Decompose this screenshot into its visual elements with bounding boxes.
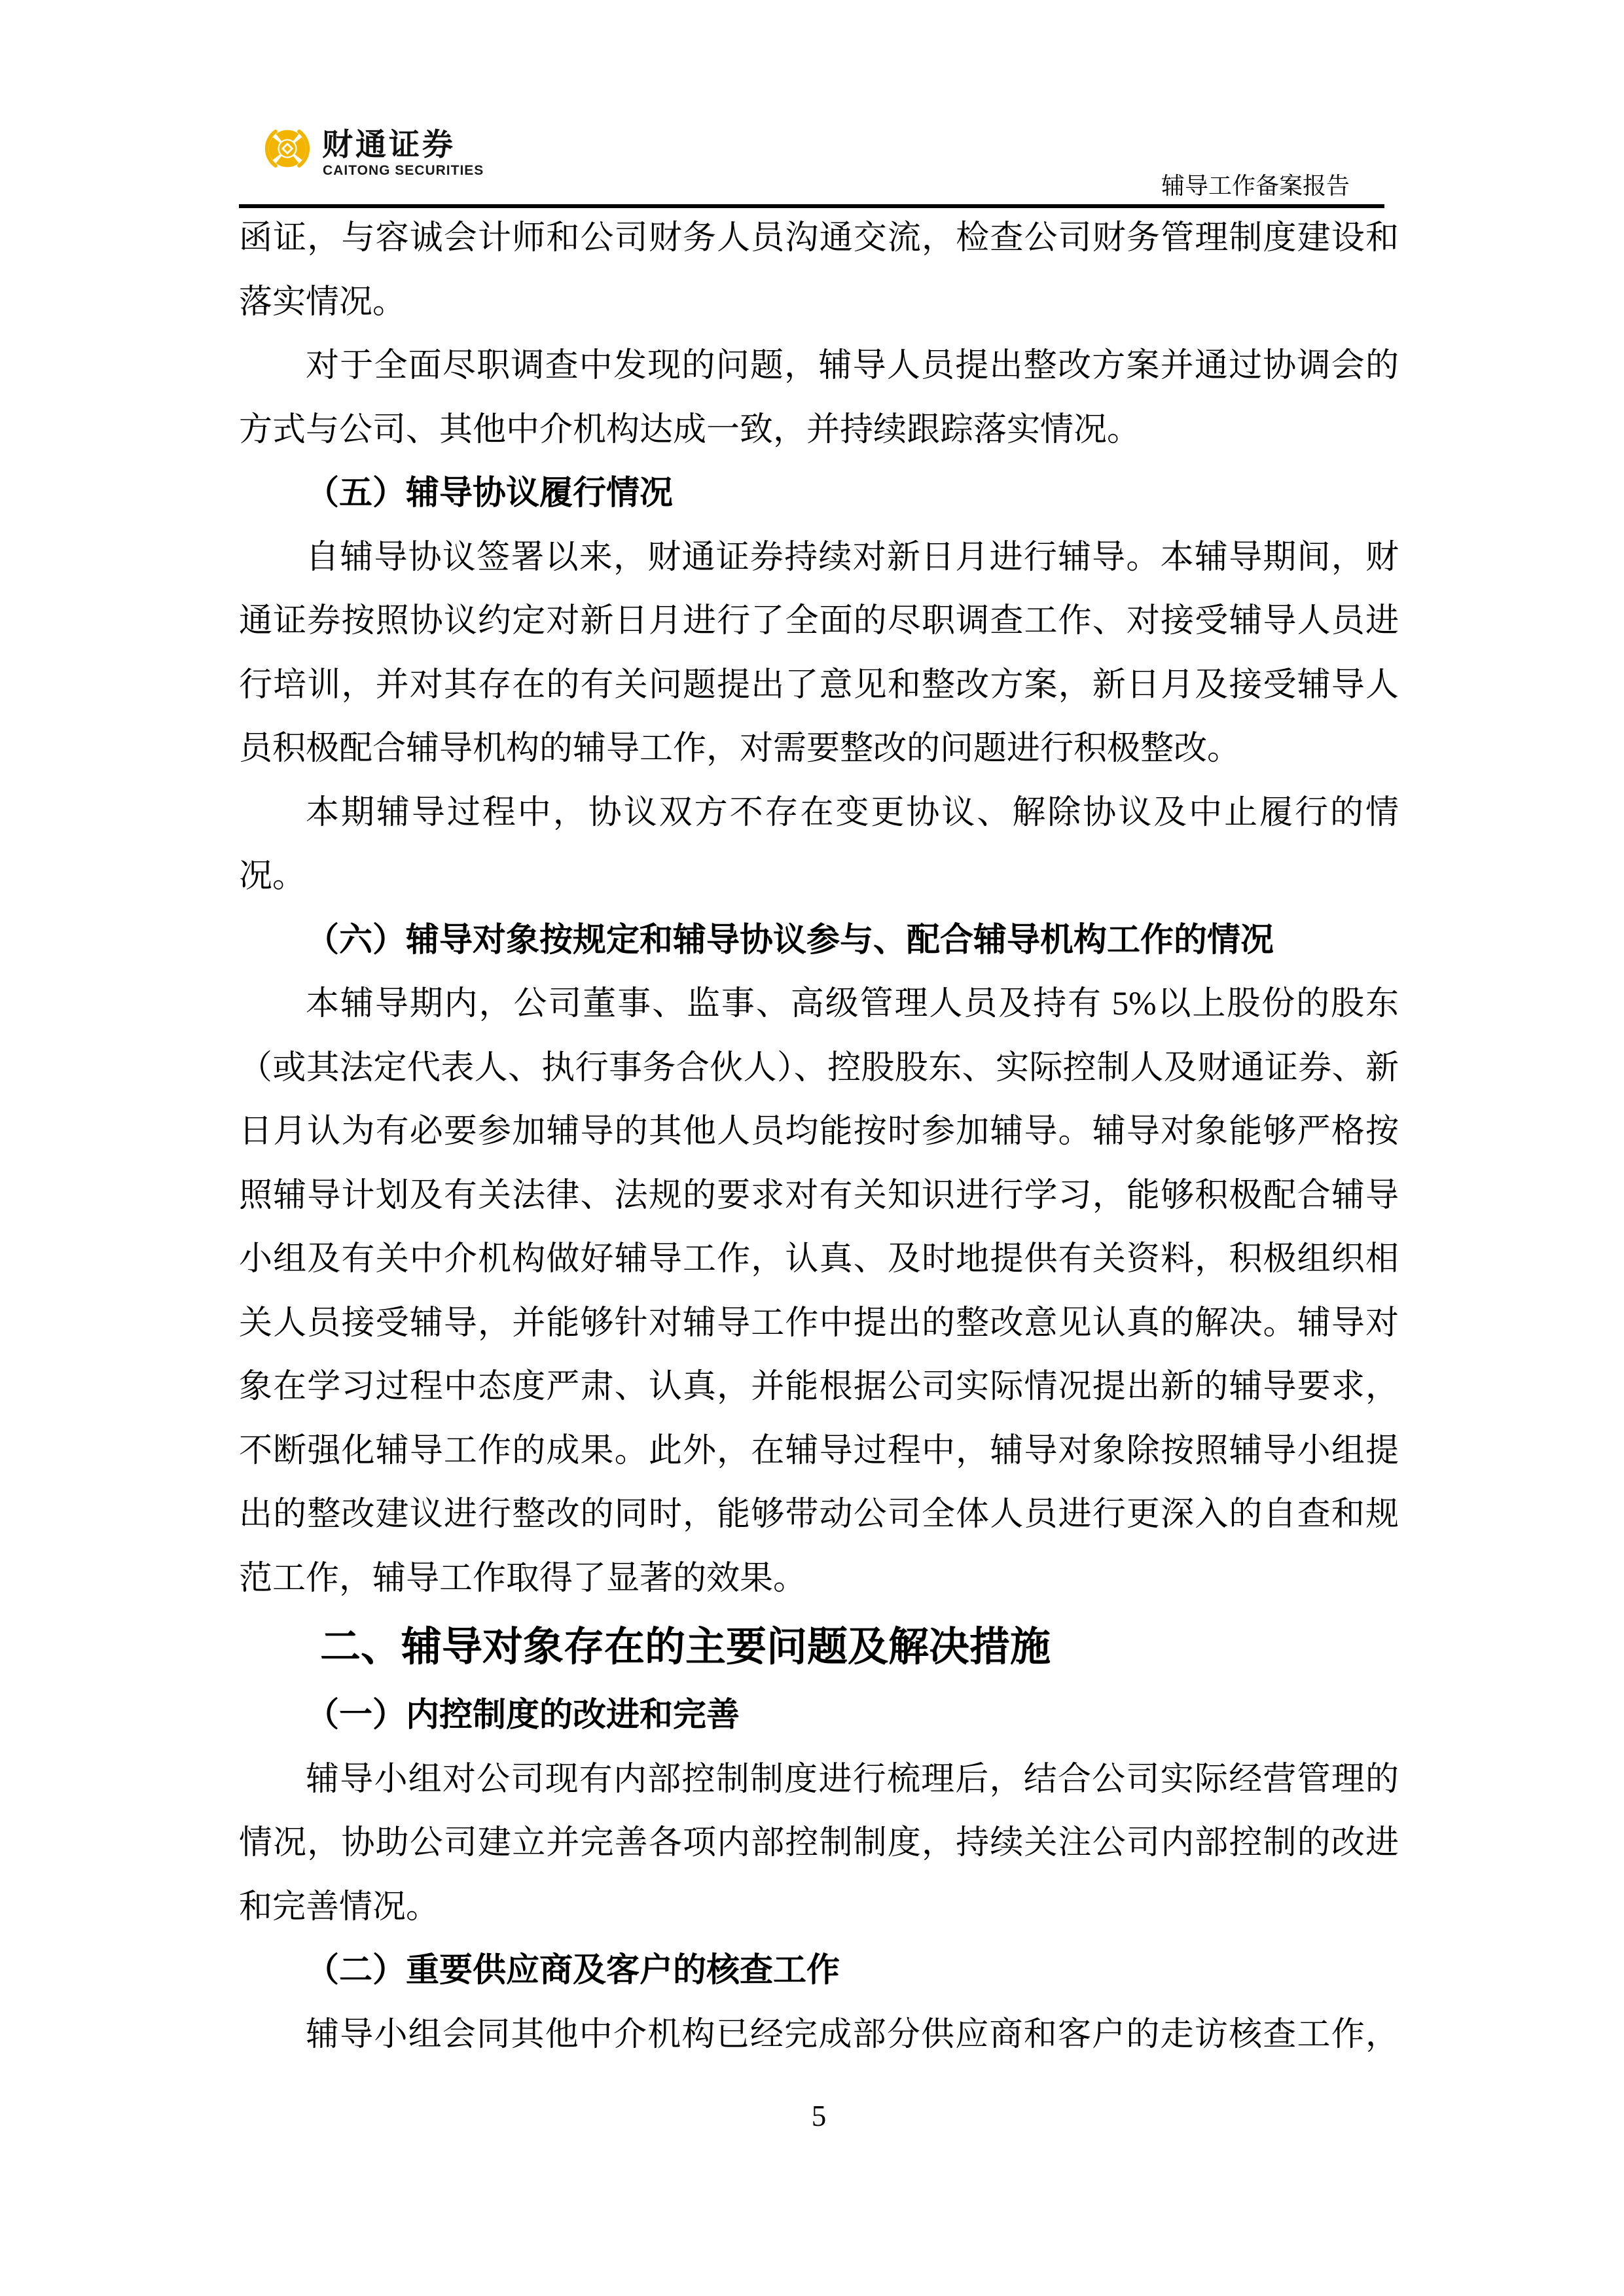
section-heading: （五）辅导协议履行情况 [306,475,674,512]
body-line: 辅导小组会同其他中介机构已经完成部分供应商和客户的走访核查工作， [306,2016,1399,2053]
body-line: 本期辅导过程中，协议双方不存在变更协议、解除协议及中止履行的情 [306,794,1399,831]
body-line: 落实情况。 [239,283,406,321]
body-line: 出的整改建议进行整改的同时，能够带动公司全体人员进行更深入的自查和规 [239,1496,1399,1533]
body-line: 员积极配合辅导机构的辅导工作，对需要整改的问题进行积极整改。 [239,730,1241,767]
body-line: 自辅导协议签署以来，财通证券持续对新日月进行辅导。本辅导期间，财 [306,539,1399,576]
page-number: 5 [811,2100,827,2132]
body-line: （或其法定代表人、执行事务合伙人）、控股股东、实际控制人及财通证券、新 [239,1049,1399,1086]
header-doc-title: 辅导工作备案报告 [1161,173,1350,199]
body-line: 通证券按照协议约定对新日月进行了全面的尽职调查工作、对接受辅导人员进 [239,603,1399,639]
body-line: 对于全面尽职调查中发现的问题，辅导人员提出整改方案并通过协调会的 [306,348,1399,384]
caitong-coin-logo-icon [262,123,313,174]
body-line: 和完善情况。 [239,1888,440,1926]
body-line: 辅导小组对公司现有内部控制制度进行梳理后，结合公司实际经营管理的 [306,1761,1399,1798]
logo-english-name: CAITONG SECURITIES [323,163,484,178]
body-line: 行培训，并对其存在的有关问题提出了意见和整改方案，新日月及接受辅导人 [239,666,1399,704]
logo-chinese-name: 财通证券 [322,128,456,162]
body-line: 本辅导期内，公司董事、监事、高级管理人员及持有 5%以上股份的股东 [306,986,1399,1022]
body-line: 象在学习过程中态度严肃、认真，并能根据公司实际情况提出新的辅导要求， [239,1369,1399,1405]
body-line: 照辅导计划及有关法律、法规的要求对有关知识进行学习，能够积极配合辅导 [239,1177,1399,1214]
body-line: 范工作，辅导工作取得了显著的效果。 [239,1560,807,1597]
body-line: 不断强化辅导工作的成果。此外，在辅导过程中，辅导对象除按照辅导小组提 [239,1432,1399,1469]
section-heading: 二、辅导对象存在的主要问题及解决措施 [320,1625,1051,1670]
body-line: 情况，协助公司建立并完善各项内部控制制度，持续关注公司内部控制的改进 [239,1825,1399,1861]
body-line: 日月认为有必要参加辅导的其他人员均能按时参加辅导。辅导对象能够严格按 [239,1113,1399,1150]
document-body [239,207,1399,2067]
body-line: 况。 [239,858,306,895]
body-line: 方式与公司、其他中介机构达成一致，并持续跟踪落实情况。 [239,411,1141,448]
section-heading: （六）辅导对象按规定和辅导协议参与、配合辅导机构工作的情况 [306,922,1274,959]
body-line: 关人员接受辅导，并能够针对辅导工作中提出的整改意见认真的解决。辅导对 [239,1304,1399,1342]
body-line: 函证，与容诚会计师和公司财务人员沟通交流，检查公司财务管理制度建设和 [239,220,1399,257]
section-heading: （二）重要供应商及客户的核查工作 [306,1952,840,1989]
section-heading: （一）内控制度的改进和完善 [306,1697,740,1734]
body-line: 小组及有关中介机构做好辅导工作，认真、及时地提供有关资料，积极组织相 [239,1241,1399,1278]
